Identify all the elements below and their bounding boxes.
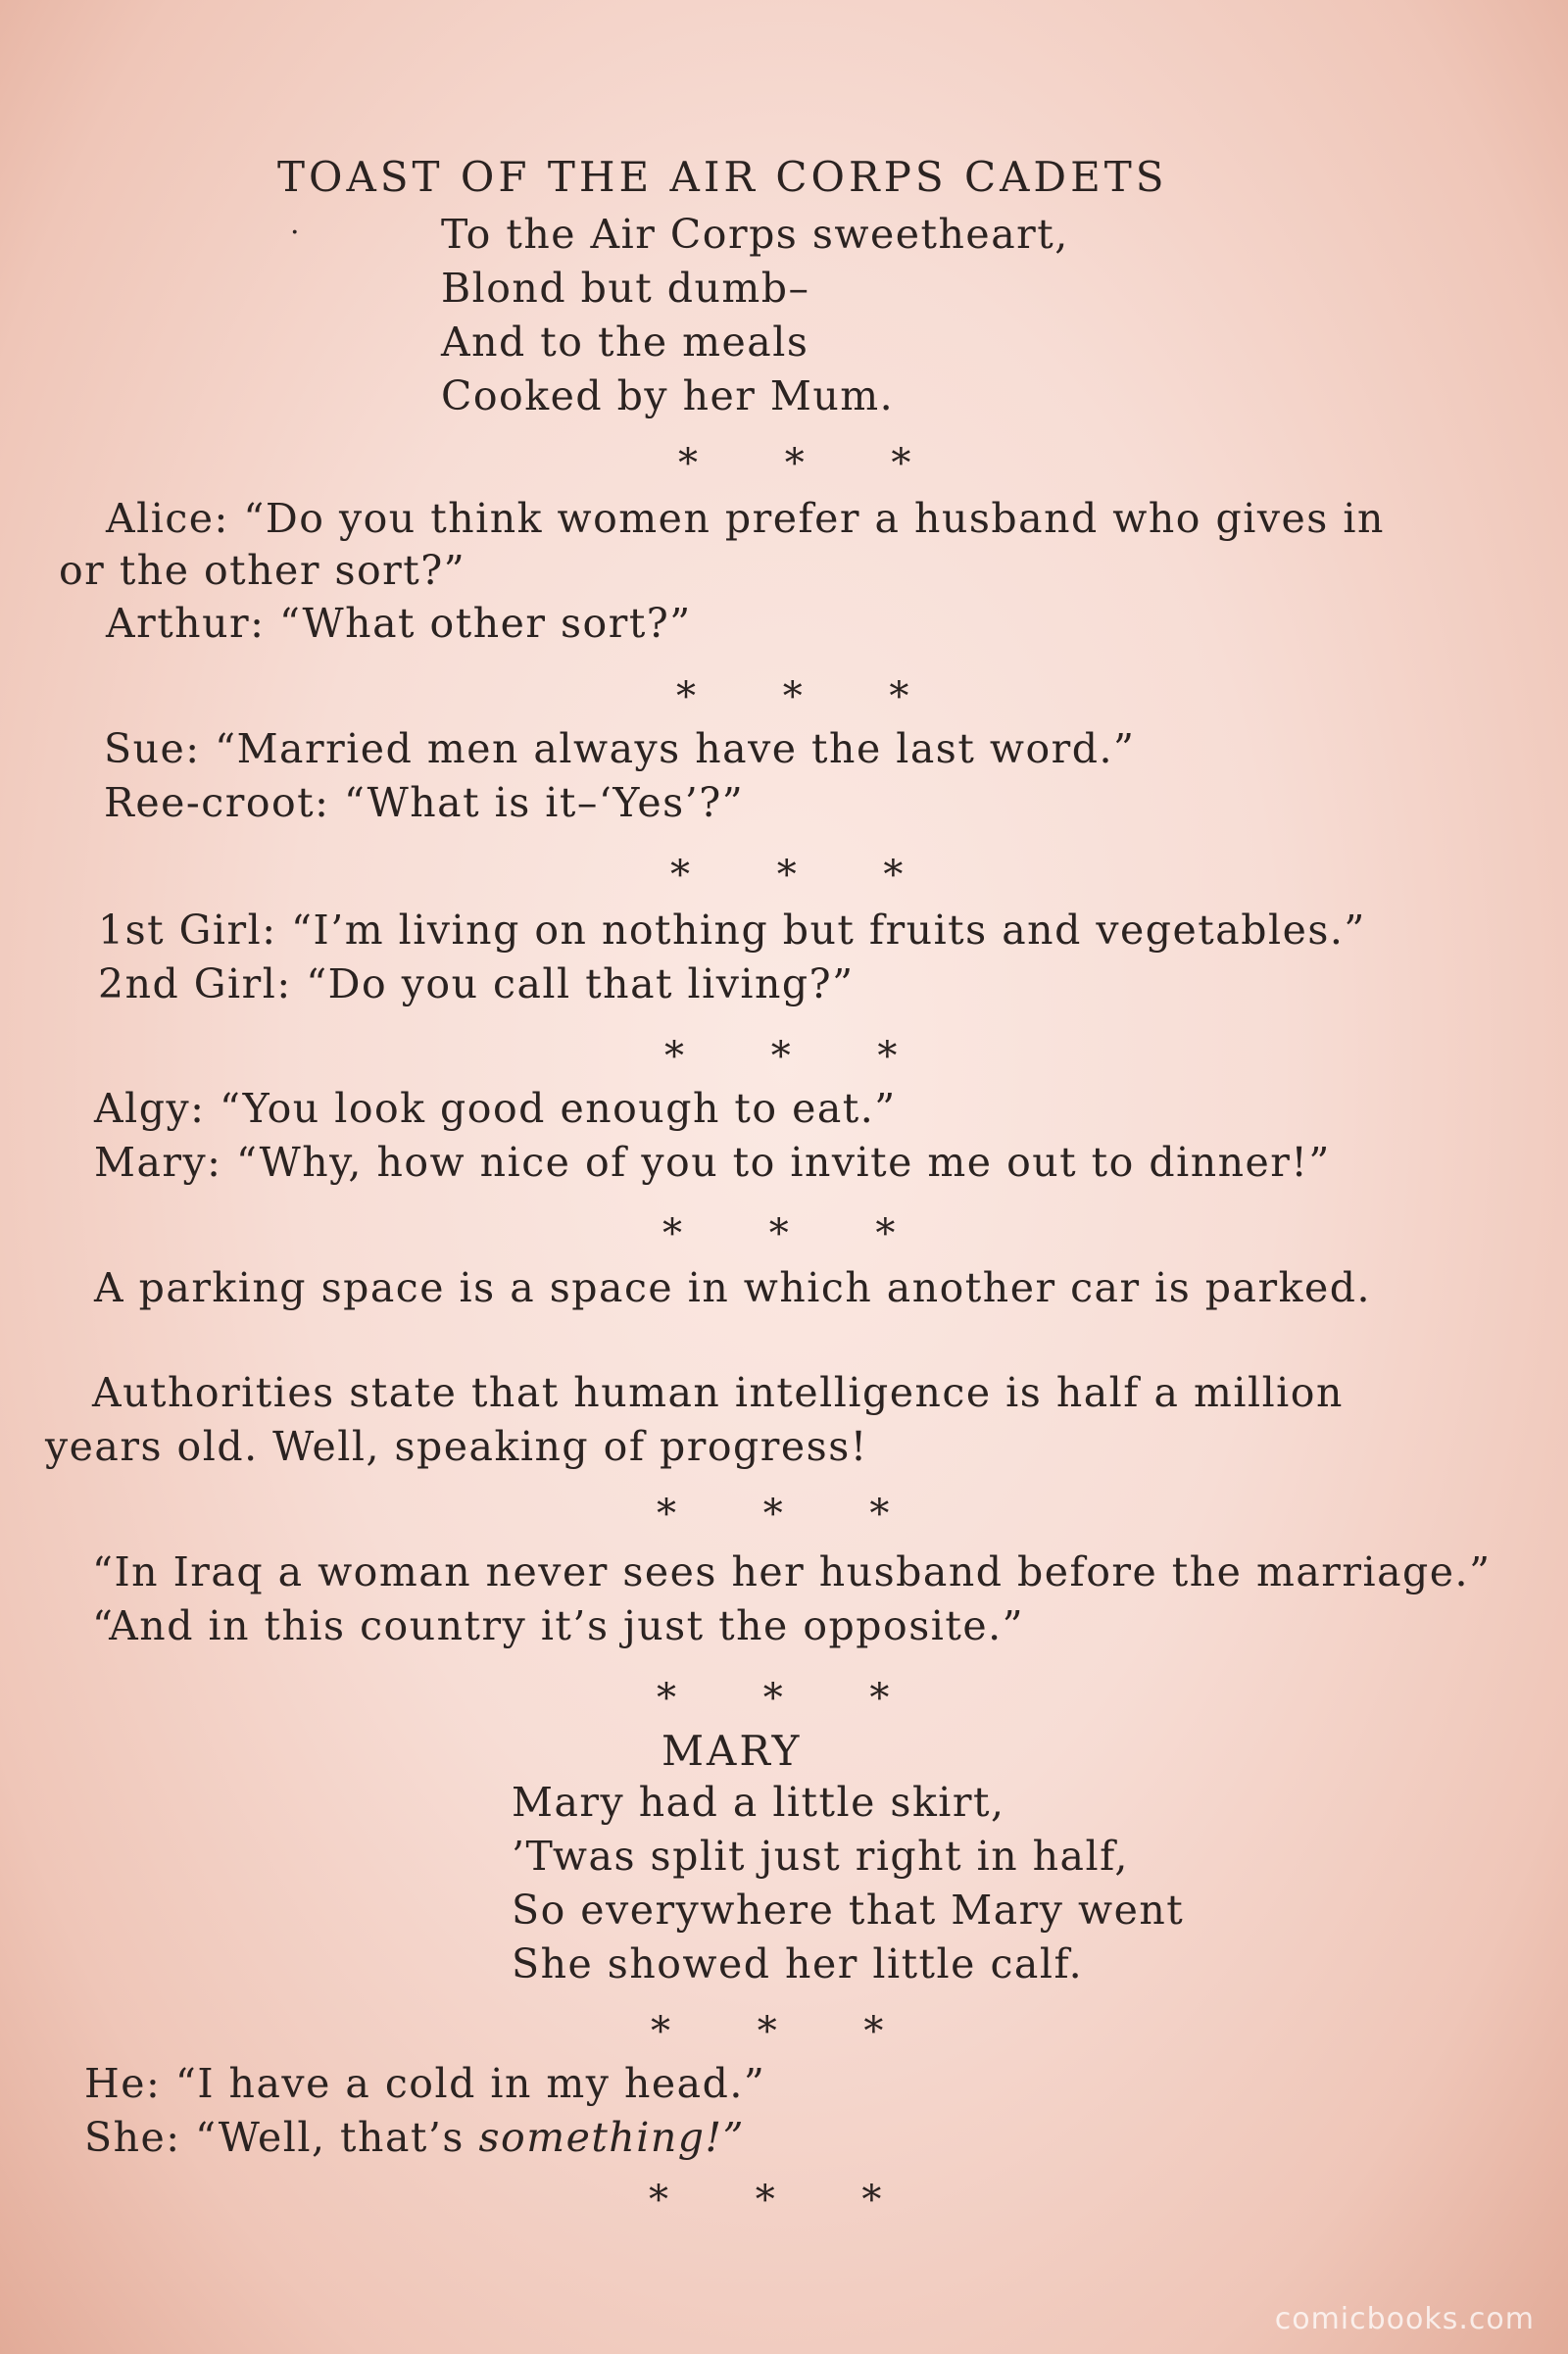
separator: * * * bbox=[676, 674, 947, 719]
joke-line: Sue: “Married men always have the last word.” bbox=[104, 725, 1136, 772]
joke-line: Ree-croot: “What is it–‘Yes’?” bbox=[104, 779, 745, 826]
poem-line: So everywhere that Mary went bbox=[512, 1887, 1185, 1934]
poem-title: MARY bbox=[662, 1727, 803, 1775]
toast-line: Cooked by her Mum. bbox=[441, 372, 895, 419]
joke-line: Mary: “Why, how nice of you to invite me out to dinner!” bbox=[94, 1139, 1331, 1186]
joke-line: or the other sort?” bbox=[59, 547, 466, 594]
emphasized-word: something!” bbox=[478, 2114, 745, 2161]
joke-line: Authorities state that human intelligence is half a million bbox=[92, 1369, 1344, 1416]
joke-line: He: “I have a cold in my head.” bbox=[84, 2060, 766, 2107]
separator: * * * bbox=[651, 2009, 921, 2054]
joke-line: Alice: “Do you think women prefer a husband who gives in bbox=[106, 495, 1385, 542]
toast-line: And to the meals bbox=[441, 319, 809, 366]
toast-title: TOAST OF THE AIR CORPS CADETS bbox=[277, 153, 1168, 201]
separator: * * * bbox=[657, 1492, 927, 1537]
poem-line: Mary had a little skirt, bbox=[512, 1779, 1005, 1826]
joke-line: years old. Well, speaking of progress! bbox=[45, 1423, 868, 1470]
joke-text: She: “Well, that’s bbox=[84, 2114, 479, 2161]
toast-line: Blond but dumb– bbox=[441, 265, 810, 312]
separator: * * * bbox=[678, 441, 949, 486]
poem-line: She showed her little calf. bbox=[512, 1940, 1084, 1987]
poem-line: ’Twas split just right in half, bbox=[512, 1833, 1129, 1880]
joke-line: “And in this country it’s just the opposite.” bbox=[92, 1602, 1025, 1649]
joke-line: “In Iraq a woman never sees her husband before the marriage.” bbox=[92, 1548, 1492, 1595]
joke-line: A parking space is a space in which another car is parked. bbox=[94, 1264, 1371, 1311]
joke-line: 1st Girl: “I’m living on nothing but fruits and vegetables.” bbox=[98, 907, 1366, 954]
separator: * * * bbox=[662, 1211, 933, 1256]
joke-line: Arthur: “What other sort?” bbox=[106, 600, 692, 647]
watermark: comicbooks.com bbox=[1274, 2302, 1535, 2336]
separator: * * * bbox=[664, 1034, 935, 1079]
stray-mark: · bbox=[290, 216, 300, 250]
toast-line: To the Air Corps sweetheart, bbox=[441, 211, 1069, 258]
joke-line bbox=[84, 2114, 745, 2161]
separator: * * * bbox=[657, 1676, 927, 1721]
joke-line: 2nd Girl: “Do you call that living?” bbox=[98, 960, 855, 1007]
separator: * * * bbox=[649, 2178, 919, 2223]
separator: * * * bbox=[670, 853, 941, 898]
joke-line: Algy: “You look good enough to eat.” bbox=[94, 1085, 897, 1132]
